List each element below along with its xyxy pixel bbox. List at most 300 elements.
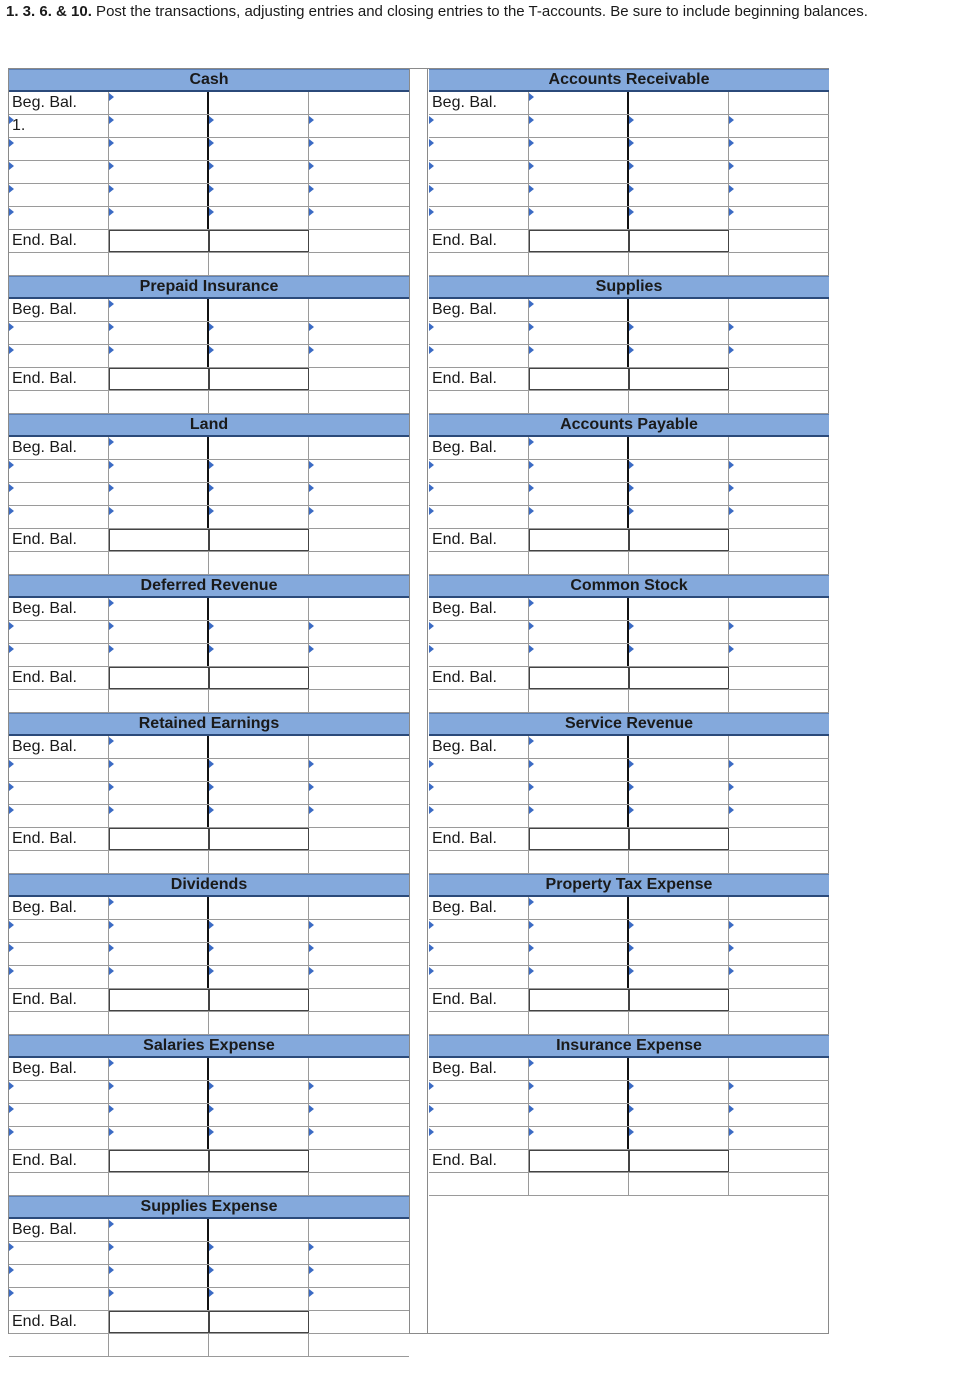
- debit-amount-field[interactable]: [109, 989, 209, 1011]
- credit-amount-field[interactable]: [729, 943, 829, 965]
- debit-amount-field[interactable]: [109, 759, 209, 781]
- entry-selector[interactable]: [429, 943, 529, 965]
- credit-selector[interactable]: [209, 115, 309, 137]
- entry-selector[interactable]: [9, 1288, 109, 1310]
- credit-amount-field[interactable]: [729, 115, 829, 137]
- credit-amount-field[interactable]: [729, 920, 829, 942]
- credit-selector[interactable]: [209, 667, 309, 689]
- credit-selector[interactable]: [209, 161, 309, 183]
- credit-selector[interactable]: [209, 138, 309, 160]
- credit-selector[interactable]: [629, 184, 729, 206]
- credit-amount-field[interactable]: [309, 483, 409, 505]
- debit-amount-field[interactable]: [109, 782, 209, 804]
- credit-selector[interactable]: [209, 1219, 309, 1241]
- credit-selector[interactable]: [209, 92, 309, 114]
- credit-amount-field[interactable]: [309, 115, 409, 137]
- credit-selector[interactable]: [629, 1081, 729, 1103]
- credit-selector[interactable]: [629, 207, 729, 229]
- credit-selector[interactable]: [209, 782, 309, 804]
- entry-selector[interactable]: [429, 161, 529, 183]
- debit-amount-field[interactable]: [109, 345, 209, 367]
- entry-selector[interactable]: [9, 161, 109, 183]
- debit-amount-field[interactable]: [529, 138, 629, 160]
- credit-selector[interactable]: [209, 1311, 309, 1333]
- credit-amount-field[interactable]: [309, 184, 409, 206]
- dropdown-marker-icon: [209, 967, 214, 975]
- beginning-balance-row: [9, 736, 409, 759]
- debit-amount-field[interactable]: [529, 805, 629, 827]
- debit-amount-field[interactable]: [109, 966, 209, 988]
- entry-selector[interactable]: [9, 759, 109, 781]
- credit-selector[interactable]: [629, 966, 729, 988]
- credit-selector[interactable]: [209, 299, 309, 321]
- debit-amount-field[interactable]: [109, 115, 209, 137]
- debit-amount-field[interactable]: [109, 1081, 209, 1103]
- entry-selector[interactable]: [9, 805, 109, 827]
- dropdown-marker-icon: [529, 806, 534, 814]
- debit-amount-field[interactable]: [109, 736, 209, 758]
- credit-amount-field[interactable]: [309, 345, 409, 367]
- entry-selector[interactable]: [9, 506, 109, 528]
- credit-amount-field[interactable]: [309, 644, 409, 666]
- entry-selector[interactable]: [9, 483, 109, 505]
- credit-amount-field[interactable]: [729, 1104, 829, 1126]
- credit-selector[interactable]: [209, 598, 309, 620]
- dropdown-marker-icon: [109, 461, 114, 469]
- credit-selector[interactable]: [629, 506, 729, 528]
- credit-selector[interactable]: [629, 805, 729, 827]
- credit-selector[interactable]: [629, 828, 729, 850]
- debit-amount-field[interactable]: [529, 161, 629, 183]
- debit-amount-field[interactable]: [529, 184, 629, 206]
- credit-selector[interactable]: [209, 759, 309, 781]
- credit-amount-field[interactable]: [729, 644, 829, 666]
- credit-amount-field[interactable]: [729, 483, 829, 505]
- credit-selector[interactable]: [629, 115, 729, 137]
- debit-amount-field[interactable]: [529, 759, 629, 781]
- credit-selector[interactable]: [629, 621, 729, 643]
- row-label: [9, 1012, 109, 1034]
- credit-amount-field[interactable]: [309, 460, 409, 482]
- credit-selector[interactable]: [629, 368, 729, 390]
- debit-amount-field[interactable]: [109, 368, 209, 390]
- dropdown-marker-icon: [109, 783, 114, 791]
- credit-selector[interactable]: [629, 437, 729, 459]
- credit-selector[interactable]: [629, 1058, 729, 1080]
- entry-selector[interactable]: [9, 920, 109, 942]
- dropdown-marker-icon: [309, 645, 314, 653]
- credit-selector[interactable]: [209, 966, 309, 988]
- debit-amount-field[interactable]: [109, 1288, 209, 1310]
- debit-amount-field[interactable]: [109, 506, 209, 528]
- credit-selector[interactable]: [209, 184, 309, 206]
- credit-selector: [209, 851, 309, 873]
- credit-selector[interactable]: [209, 989, 309, 1011]
- credit-amount-field[interactable]: [309, 966, 409, 988]
- dropdown-marker-icon: [109, 760, 114, 768]
- credit-amount-field: [309, 368, 409, 390]
- credit-selector[interactable]: [209, 621, 309, 643]
- debit-amount-field[interactable]: [109, 805, 209, 827]
- dropdown-marker-icon: [209, 1082, 214, 1090]
- credit-selector[interactable]: [629, 299, 729, 321]
- entry-selector[interactable]: [429, 621, 529, 643]
- credit-selector[interactable]: [629, 483, 729, 505]
- debit-amount-field[interactable]: [109, 1265, 209, 1287]
- credit-selector[interactable]: [629, 920, 729, 942]
- credit-selector[interactable]: [629, 598, 729, 620]
- entry-selector[interactable]: [429, 1127, 529, 1149]
- ending-balance-row: [9, 667, 409, 690]
- row-label: Beg. Bal.: [429, 598, 529, 620]
- credit-amount-field[interactable]: [729, 460, 829, 482]
- entry-selector[interactable]: [429, 644, 529, 666]
- credit-selector[interactable]: [209, 483, 309, 505]
- debit-amount-field[interactable]: [109, 529, 209, 551]
- credit-selector[interactable]: [209, 1265, 309, 1287]
- beginning-balance-row: [429, 92, 829, 115]
- credit-amount-field[interactable]: [729, 345, 829, 367]
- credit-selector[interactable]: [209, 460, 309, 482]
- dropdown-marker-icon: [529, 323, 534, 331]
- debit-amount-field[interactable]: [109, 621, 209, 643]
- entry-selector[interactable]: [429, 966, 529, 988]
- row-label: [9, 851, 109, 873]
- dropdown-marker-icon: [209, 185, 214, 193]
- debit-amount-field[interactable]: [109, 1104, 209, 1126]
- credit-selector[interactable]: [629, 1150, 729, 1172]
- debit-amount-field[interactable]: [109, 483, 209, 505]
- dropdown-marker-icon: [9, 185, 14, 193]
- dropdown-marker-icon: [629, 944, 634, 952]
- debit-amount-field[interactable]: [529, 644, 629, 666]
- row-label: Beg. Bal.: [9, 437, 109, 459]
- debit-amount-field[interactable]: [529, 1127, 629, 1149]
- credit-amount-field[interactable]: [309, 943, 409, 965]
- debit-amount-field[interactable]: [109, 1242, 209, 1264]
- debit-amount-field[interactable]: [529, 299, 629, 321]
- credit-amount-field[interactable]: [729, 966, 829, 988]
- credit-amount-field[interactable]: [729, 782, 829, 804]
- dropdown-marker-icon: [629, 185, 634, 193]
- entry-selector[interactable]: [9, 345, 109, 367]
- credit-amount-field[interactable]: [729, 1081, 829, 1103]
- debit-amount-field[interactable]: [109, 598, 209, 620]
- debit-amount-field[interactable]: [109, 1058, 209, 1080]
- credit-amount-field[interactable]: [309, 1127, 409, 1149]
- debit-amount-field[interactable]: [529, 506, 629, 528]
- dropdown-marker-icon: [729, 944, 734, 952]
- credit-amount-field[interactable]: [729, 322, 829, 344]
- debit-amount-field[interactable]: [529, 966, 629, 988]
- credit-selector[interactable]: [209, 1104, 309, 1126]
- entry-row: [9, 920, 409, 943]
- credit-selector[interactable]: [629, 529, 729, 551]
- credit-selector[interactable]: [209, 828, 309, 850]
- credit-amount-field[interactable]: [729, 184, 829, 206]
- credit-selector[interactable]: [209, 529, 309, 551]
- debit-amount-field[interactable]: [109, 184, 209, 206]
- credit-selector[interactable]: [209, 943, 309, 965]
- credit-selector[interactable]: [209, 1081, 309, 1103]
- beginning-balance-row: [9, 1219, 409, 1242]
- dropdown-marker-icon: [529, 507, 534, 515]
- entry-selector[interactable]: [9, 138, 109, 160]
- entry-selector[interactable]: [429, 460, 529, 482]
- debit-amount-field[interactable]: [529, 230, 629, 252]
- dropdown-marker-icon: [209, 162, 214, 170]
- debit-amount-field[interactable]: [529, 943, 629, 965]
- credit-selector[interactable]: [629, 644, 729, 666]
- entry-selector[interactable]: [9, 460, 109, 482]
- dropdown-marker-icon: [629, 1105, 634, 1113]
- debit-amount-field[interactable]: [529, 529, 629, 551]
- credit-selector[interactable]: [629, 138, 729, 160]
- debit-amount-field[interactable]: [529, 1081, 629, 1103]
- entry-selector[interactable]: [9, 322, 109, 344]
- credit-amount-field[interactable]: [729, 805, 829, 827]
- ending-balance-row: [9, 1311, 409, 1334]
- dropdown-marker-icon: [429, 806, 434, 814]
- credit-amount-field[interactable]: [309, 621, 409, 643]
- entry-selector[interactable]: [429, 207, 529, 229]
- entry-selector[interactable]: [9, 207, 109, 229]
- entry-selector[interactable]: [9, 1081, 109, 1103]
- credit-selector[interactable]: [209, 230, 309, 252]
- debit-amount-field[interactable]: [109, 1219, 209, 1241]
- credit-selector[interactable]: [629, 460, 729, 482]
- credit-selector[interactable]: [629, 897, 729, 919]
- credit-amount-field[interactable]: [729, 621, 829, 643]
- debit-amount-field[interactable]: [109, 230, 209, 252]
- credit-amount-field[interactable]: [309, 1265, 409, 1287]
- account-title: Retained Earnings: [9, 713, 409, 736]
- credit-selector[interactable]: [209, 644, 309, 666]
- dropdown-marker-icon: [309, 806, 314, 814]
- credit-selector[interactable]: [209, 1150, 309, 1172]
- credit-amount-field[interactable]: [729, 1127, 829, 1149]
- debit-amount-field[interactable]: [529, 460, 629, 482]
- credit-amount-field: [729, 1173, 829, 1195]
- dropdown-marker-icon: [209, 1266, 214, 1274]
- credit-selector[interactable]: [209, 736, 309, 758]
- debit-amount-field[interactable]: [109, 920, 209, 942]
- credit-selector[interactable]: [629, 989, 729, 1011]
- debit-amount-field[interactable]: [109, 138, 209, 160]
- debit-amount-field[interactable]: [529, 345, 629, 367]
- entry-row: [9, 184, 409, 207]
- debit-amount-field[interactable]: [109, 322, 209, 344]
- credit-amount-field[interactable]: [309, 506, 409, 528]
- debit-amount-field[interactable]: [529, 1058, 629, 1080]
- dropdown-marker-icon: [529, 737, 534, 745]
- debit-amount-field[interactable]: [109, 207, 209, 229]
- credit-amount-field[interactable]: [729, 506, 829, 528]
- entry-selector[interactable]: [429, 1081, 529, 1103]
- entry-selector[interactable]: [9, 644, 109, 666]
- credit-selector[interactable]: [629, 230, 729, 252]
- credit-selector[interactable]: [629, 782, 729, 804]
- debit-amount-field[interactable]: [109, 460, 209, 482]
- entry-selector[interactable]: [9, 1242, 109, 1264]
- debit-amount-field[interactable]: [109, 161, 209, 183]
- credit-amount-field[interactable]: [309, 1104, 409, 1126]
- entry-selector[interactable]: [9, 621, 109, 643]
- debit-amount-field[interactable]: [109, 437, 209, 459]
- debit-amount-field[interactable]: [529, 736, 629, 758]
- credit-selector[interactable]: [629, 161, 729, 183]
- credit-selector[interactable]: [629, 1104, 729, 1126]
- credit-amount-field[interactable]: [309, 1288, 409, 1310]
- credit-selector[interactable]: [629, 345, 729, 367]
- ending-balance-row: [429, 1150, 829, 1173]
- entry-selector[interactable]: [429, 322, 529, 344]
- debit-amount-field[interactable]: [109, 667, 209, 689]
- credit-selector[interactable]: [209, 805, 309, 827]
- dropdown-marker-icon: [529, 484, 534, 492]
- credit-amount-field[interactable]: [309, 1242, 409, 1264]
- entry-selector[interactable]: [429, 759, 529, 781]
- credit-selector: [629, 391, 729, 413]
- entry-selector[interactable]: [429, 115, 529, 137]
- debit-amount-field[interactable]: [529, 989, 629, 1011]
- dropdown-marker-icon: [729, 1082, 734, 1090]
- dropdown-marker-icon: [729, 783, 734, 791]
- credit-selector[interactable]: [209, 1127, 309, 1149]
- credit-selector[interactable]: [629, 943, 729, 965]
- debit-amount-field[interactable]: [529, 598, 629, 620]
- credit-amount-field: [309, 897, 409, 919]
- debit-amount-field[interactable]: [109, 1127, 209, 1149]
- debit-amount-field[interactable]: [529, 621, 629, 643]
- entry-selector[interactable]: [429, 782, 529, 804]
- final-row: [429, 253, 829, 276]
- final-row: [9, 1334, 409, 1357]
- credit-selector[interactable]: [629, 92, 729, 114]
- credit-selector[interactable]: [209, 897, 309, 919]
- credit-amount-field[interactable]: [309, 920, 409, 942]
- credit-amount-field[interactable]: [729, 759, 829, 781]
- debit-amount-field[interactable]: [109, 943, 209, 965]
- credit-amount-field[interactable]: [309, 207, 409, 229]
- entry-selector[interactable]: [9, 1104, 109, 1126]
- credit-selector[interactable]: [209, 506, 309, 528]
- final-row: [429, 552, 829, 575]
- debit-amount-field[interactable]: [529, 897, 629, 919]
- debit-amount-field[interactable]: [109, 92, 209, 114]
- entry-selector[interactable]: [429, 184, 529, 206]
- debit-amount-field[interactable]: [529, 322, 629, 344]
- credit-selector[interactable]: [629, 736, 729, 758]
- debit-amount-field[interactable]: [109, 1150, 209, 1172]
- credit-selector[interactable]: [629, 667, 729, 689]
- credit-selector[interactable]: [629, 759, 729, 781]
- credit-amount-field[interactable]: [309, 1081, 409, 1103]
- entry-selector[interactable]: [429, 483, 529, 505]
- dropdown-marker-icon: [429, 323, 434, 331]
- debit-amount-field[interactable]: [529, 115, 629, 137]
- credit-amount-field[interactable]: [309, 782, 409, 804]
- debit-amount-field[interactable]: [529, 207, 629, 229]
- credit-selector[interactable]: [209, 207, 309, 229]
- entry-selector[interactable]: [9, 943, 109, 965]
- credit-amount-field[interactable]: [729, 207, 829, 229]
- credit-selector[interactable]: [209, 345, 309, 367]
- dropdown-marker-icon: [309, 507, 314, 515]
- entry-selector[interactable]: [429, 138, 529, 160]
- credit-selector[interactable]: [209, 1058, 309, 1080]
- debit-amount-field[interactable]: [529, 483, 629, 505]
- debit-amount-field[interactable]: [529, 828, 629, 850]
- entry-selector[interactable]: [429, 920, 529, 942]
- entry-selector[interactable]: [9, 782, 109, 804]
- credit-amount-field[interactable]: [309, 322, 409, 344]
- credit-selector[interactable]: [209, 1288, 309, 1310]
- entry-selector[interactable]: [9, 966, 109, 988]
- credit-selector: [209, 391, 309, 413]
- debit-amount-field[interactable]: [109, 299, 209, 321]
- credit-selector[interactable]: [209, 437, 309, 459]
- credit-selector[interactable]: [209, 920, 309, 942]
- credit-amount-field[interactable]: [729, 138, 829, 160]
- debit-amount-field[interactable]: [529, 368, 629, 390]
- entry-selector[interactable]: [429, 805, 529, 827]
- debit-amount-field[interactable]: [109, 897, 209, 919]
- dropdown-marker-icon: [109, 185, 114, 193]
- debit-amount-field[interactable]: [529, 1150, 629, 1172]
- entry-selector[interactable]: [429, 506, 529, 528]
- debit-amount-field[interactable]: [529, 437, 629, 459]
- instructions: [6, 2, 956, 22]
- dropdown-marker-icon: [309, 1128, 314, 1136]
- dropdown-marker-icon: [629, 116, 634, 124]
- credit-amount-field[interactable]: [309, 805, 409, 827]
- debit-amount-field[interactable]: [529, 782, 629, 804]
- entry-selector[interactable]: [9, 184, 109, 206]
- credit-selector[interactable]: [209, 368, 309, 390]
- credit-selector[interactable]: [209, 1242, 309, 1264]
- account-title: Deferred Revenue: [9, 575, 409, 598]
- credit-selector[interactable]: [209, 322, 309, 344]
- entry-selector[interactable]: [429, 1104, 529, 1126]
- debit-amount-field[interactable]: [109, 644, 209, 666]
- entry-selector[interactable]: [9, 1127, 109, 1149]
- debit-amount-field[interactable]: [109, 1311, 209, 1333]
- debit-amount-field[interactable]: [529, 920, 629, 942]
- entry-selector[interactable]: [9, 1265, 109, 1287]
- row-label: End. Bal.: [429, 989, 529, 1011]
- dropdown-marker-icon: [209, 208, 214, 216]
- final-row: [9, 851, 409, 874]
- credit-selector: [209, 1012, 309, 1034]
- credit-amount-field[interactable]: [729, 161, 829, 183]
- debit-amount-field[interactable]: [529, 92, 629, 114]
- credit-amount-field[interactable]: [309, 161, 409, 183]
- credit-selector[interactable]: [629, 1127, 729, 1149]
- account-title: Salaries Expense: [9, 1035, 409, 1058]
- debit-amount-field[interactable]: [529, 1104, 629, 1126]
- credit-selector[interactable]: [629, 322, 729, 344]
- entry-row: [429, 943, 829, 966]
- dropdown-marker-icon: [109, 484, 114, 492]
- debit-amount-field[interactable]: [529, 667, 629, 689]
- entry-selector[interactable]: [9, 115, 109, 137]
- credit-amount-field[interactable]: [309, 759, 409, 781]
- debit-amount-field[interactable]: [109, 828, 209, 850]
- dropdown-marker-icon: [309, 1082, 314, 1090]
- credit-amount-field[interactable]: [309, 138, 409, 160]
- entry-selector[interactable]: [429, 345, 529, 367]
